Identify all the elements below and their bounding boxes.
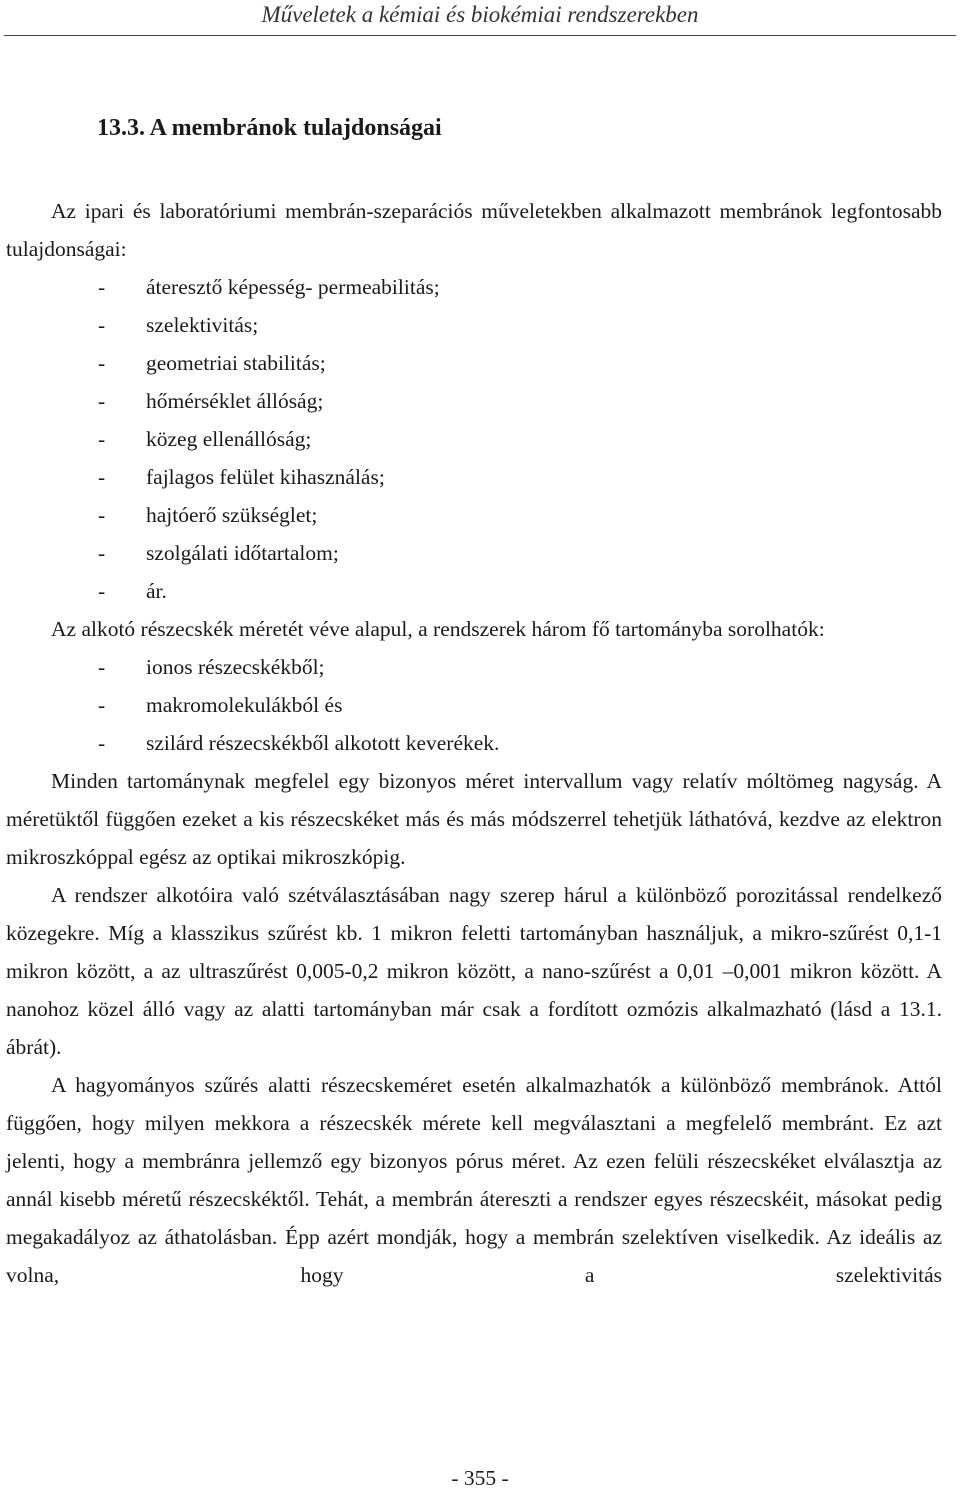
list-item	[6, 724, 942, 762]
dash-bullet: -	[98, 275, 106, 299]
page-body	[6, 192, 942, 1294]
list-item-text: hőmérséklet állóság;	[146, 389, 324, 413]
list-item	[6, 306, 942, 344]
running-header	[0, 0, 960, 36]
list-item-text: makromolekulákból és	[146, 693, 343, 717]
list-item	[6, 496, 942, 534]
properties-list	[6, 268, 942, 610]
dash-bullet: -	[98, 313, 106, 337]
dash-bullet: -	[98, 579, 106, 603]
list-item-text: szelektivitás;	[146, 313, 259, 337]
dash-bullet: -	[98, 541, 106, 565]
body-paragraph-porosity: A rendszer alkotóira való szétválasztásában nagy szerep hárul a különböző porozitással rendelkező közegekre. Míg a klasszikus szűrést kb. 1 mikron feletti tartományban használjuk, a mikro-szűrést 0,1-1 mikron között, a az ultraszűrést 0,005-0,2 mikron között, a nano-szűrést a 0,01 –0,001 mikron között. A nanohoz közel álló vagy az alatti tartományban már csak a fordított ozmózis alkalmazható (lásd a 13.1. ábrát).	[6, 883, 942, 1059]
body-paragraph-selectivity: A hagyományos szűrés alatti részecskeméret esetén alkalmazhatók a különböző membránok. Attól függően, hogy milyen mekkora a részecskék mérete kell megválasztani a megfelelő membránt. Ez azt jelenti, hogy a membránra jellemző egy bizonyos pórus méret. Az ezen felüli részecskéket elválasztja az annál kisebb méretű részecskéktől. Tehát, a membrán átereszti a rendszer egyes részecskéit, másokat pedig megakadályoz az áthatolásban. Épp azért mondják, hogy a membrán szelektíven viselkedik. Az ideális az volna, hogy a szelektivitás	[6, 1073, 942, 1287]
domains-intro-paragraph: Az alkotó részecskék méretét véve alapul, a rendszerek három fő tartományba sorolhatók:	[51, 617, 825, 641]
list-item-text: áteresztő képesség- permeabilitás;	[146, 275, 440, 299]
page-number: - 355 -	[451, 1466, 509, 1490]
list-item	[6, 420, 942, 458]
dash-bullet: -	[98, 655, 106, 679]
dash-bullet: -	[98, 427, 106, 451]
running-header-title: Műveletek a kémiai és biokémiai rendszerekben	[261, 2, 699, 27]
domains-list	[6, 648, 942, 762]
intro-paragraph: Az ipari és laboratóriumi membrán-szeparációs műveletekben alkalmazott membránok legfontosabb tulajdonságai:	[6, 199, 942, 261]
list-item-text: ár.	[146, 579, 167, 603]
dash-bullet: -	[98, 389, 106, 413]
list-item	[6, 534, 942, 572]
list-item	[6, 686, 942, 724]
list-item-text: hajtóerő szükséglet;	[146, 503, 318, 527]
list-item-text: közeg ellenállóság;	[146, 427, 312, 451]
body-paragraph-size-ranges: Minden tartománynak megfelel egy bizonyos méret intervallum vagy relatív móltömeg nagyság. A méretüktől függően ezeket a kis részecskéket más és más módszerrel tehetjük láthatóvá, kezdve az elektron mikroszkóppal egész az optikai mikroszkópig.	[6, 769, 942, 869]
dash-bullet: -	[98, 731, 106, 755]
header-divider	[4, 35, 956, 36]
section-title: 13.3. A membránok tulajdonságai	[97, 115, 442, 141]
dash-bullet: -	[98, 503, 106, 527]
list-item-text: ionos részecskékből;	[146, 655, 325, 679]
list-item	[6, 268, 942, 306]
dash-bullet: -	[98, 693, 106, 717]
list-item-text: fajlagos felület kihasználás;	[146, 465, 385, 489]
dash-bullet: -	[98, 465, 106, 489]
list-item	[6, 572, 942, 610]
list-item	[6, 344, 942, 382]
list-item-text: szilárd részecskékből alkotott keverékek.	[146, 731, 500, 755]
dash-bullet: -	[98, 351, 106, 375]
list-item	[6, 648, 942, 686]
list-item-text: szolgálati időtartalom;	[146, 541, 339, 565]
list-item-text: geometriai stabilitás;	[146, 351, 326, 375]
list-item	[6, 458, 942, 496]
list-item	[6, 382, 942, 420]
